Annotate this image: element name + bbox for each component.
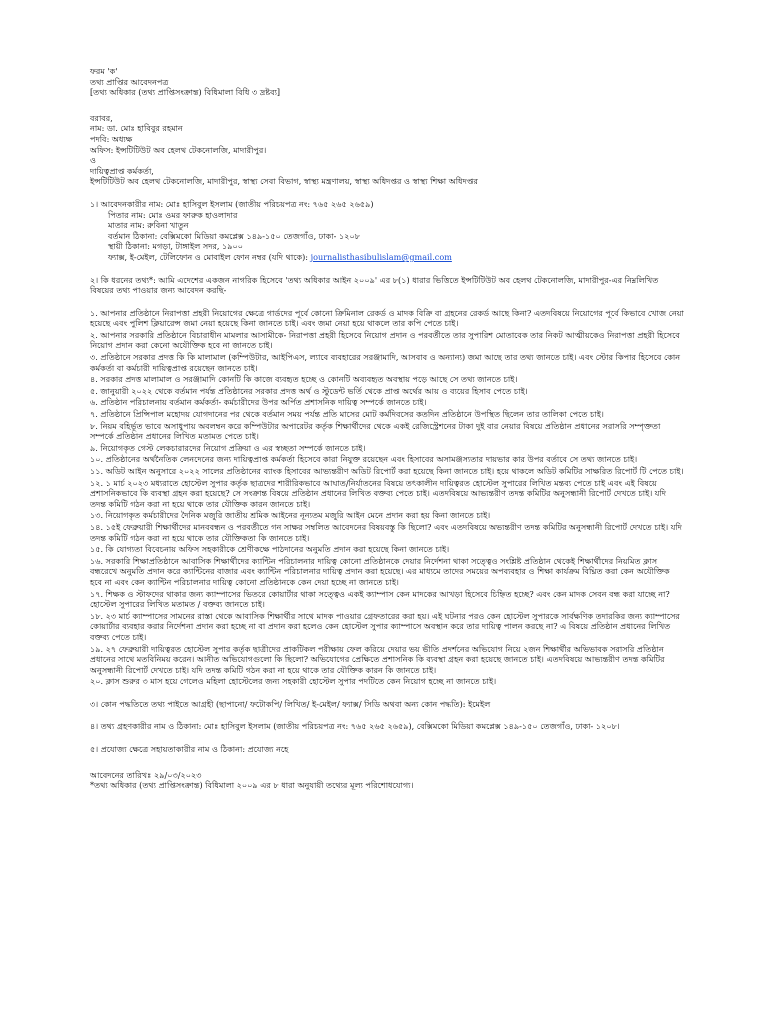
question-item: ২০. ক্লাস শুরুর ৩ মাস হয়ে গেলেও মহিলা হোস্টেলের জন্য সহকারী হোস্টেল সুপার পদটিতে কেন নিয়োগ হচ্ছে না জানতে চাই। xyxy=(90,676,497,687)
applicant-block xyxy=(90,199,684,263)
form-title: তথ্য প্রাপ্তির আবেদনপত্র xyxy=(90,76,169,87)
question-item: ৪. সরকার প্রদত্ত মালামাল ও সরঞ্জামাদি কোনটি কি কাজে ব্যবহৃত হচ্ছে ও কোনটি অব্যবহৃত অবস্থায় পড়ে আছে সে তথ্য জানতে চাই। xyxy=(90,374,518,385)
recipient-officer-office: ইন্সটিটিউট অব হেলথ টেকনোলজি, মাদারীপুর, স্বাস্থ্য সেবা বিভাগ, স্বাস্থ্য মন্ত্রণালয়, স্বাস্থ্য অধিদপ্তর ও স্বাস্থ্য শিক্ষা অধিদপ্তর xyxy=(90,176,478,187)
question-item: ১৫. কি যোগ্যতা বিবেচনায় অফিস সহকারীকে শ্রেণীকক্ষে পাঠদানের অনুমতি প্রদান করা হয়েছে কিনা জানতে চাই। xyxy=(90,544,450,555)
question-list xyxy=(90,308,684,687)
form-subtitle: [তথ্য অধিকার (তথ্য প্রাপ্তিসংক্রান্ত) বিধিমালা বিধি ৩ দ্রষ্টব্য] xyxy=(90,87,281,98)
info-request-intro: ২। কি ধরনের তথ্য*: আমি এদেশের একজন নাগরিক হিসেবে 'তথ্য অধিকার আইন ২০০৯' এর ৮(১) ধারার ভিত্তিতে ইন্সটিটিউট অব হেলথ টেকনোলজি, মাদারীপুর-এর নিম্নলিখিত বিষয়ের তথ্য পাওয়ার জন্য আবেদন করছি- xyxy=(90,274,659,296)
recipient-block xyxy=(90,113,684,187)
helper-details: ৫। প্রযোজ্য ক্ষেত্রে সহায়তাকারীর নাম ও ঠিকানা: প্রযোজ্য নহে xyxy=(90,744,289,755)
question-item: ৬. প্রতিষ্ঠান পরিচালনায় বর্তমান কর্মকর্তা- কর্মচারীদের উপর অর্পিত প্রশাসনিক দায়িত্ব সম্পর্কে জানতে চাই। xyxy=(90,397,427,408)
question-item: ১৬. সরকারি শিক্ষাপ্রতিষ্ঠানে আবাসিক শিক্ষার্থীদের ক্যান্টিন পরিচালনার দায়িত্ব কোনো প্রতিষ্ঠানকে দেয়ার নির্দেশনা থাকা সত্ত্বেও সংশ্লিষ্ট প্রতিষ্ঠান থেকেই শিক্ষার্থীদের নিয়মিত ক্লাস বন্ধরেখে অনুমতি প্রদান করে ক্যান্টিনের বাজার এবং ক্যান্টিন পরিচালনার দায়িত্ব প্রদান করা হয়েছে। এর মাধ্যমে তাদের সময়ের অপব্যবহার ও শিক্ষা কার্যক্রম বিঘ্নিত করা কেন অযৌক্তিক হবে না এবং কেন ক্যান্টিন পরিচালনার দায়িত্ব কোনো প্রতিষ্ঠানকে কেন দেয়া হচ্ছে না জানতে চাই। xyxy=(90,555,670,587)
question-item: ৮. নিয়ম বহির্ভূত ভাবে অসাধুপায় অবলম্বন করে কম্পিউটার অপারেটর কর্তৃক শিক্ষার্থীদের থেকে একই রেজিস্ট্রেশনের টাকা দুই বার নেয়ার বিষয়ে প্রতিষ্ঠান প্রধানের সরাসরি সম্পৃক্ততা সম্পর্কে প্রতিষ্ঠান প্রধানের লিখিত মতামত পেতে চাই। xyxy=(90,420,661,442)
question-item: ১৮. ২৩ মার্চ ক্যাম্পাসের সামনের রাস্তা থেকে আবাসিক শিক্ষার্থীর সাথে মাদক পাওয়ার গ্রেফতারের করা হয়। এই ঘটনার পরও কেন হোস্টেল সুপারকে সার্বক্ষণিক তদারকির জন্য ক্যাম্পাসের কোয়ার্টার ব্যবহার করার নির্দেশনা প্রদান করা হচ্ছে না বা প্রদান করা হলেও কেন হোস্টেল সুপার ক্যাম্পাসে অবস্থান করে তার দায়িত্ব পালন করছে না? এ বিষয়ে প্রতিষ্ঠান প্রধানের লিখিত বক্তব্য পেতে চাই। xyxy=(90,610,680,642)
question-item: ৫. জানুয়ারী ২০২২ থেকে বর্তমান পর্যন্ত প্রতিষ্ঠানের সরকার প্রদত্ত অর্থ ও স্টুডেন্ট ভর্তি থেকে প্রাপ্ত অর্থের আয় ও ব্যয়ের হিসাব পেতে চাই। xyxy=(90,385,528,396)
applicant-permanent-address: স্থায়ী ঠিকানা: মগড়া, টাঙ্গাইল সদর, ১৯০০ xyxy=(108,241,244,252)
form-label: ফরম 'ক' xyxy=(90,66,118,76)
question-item: ৩. প্রতিষ্ঠানে সরকার প্রদত্ত কি কি মালামাল (কম্পিউটার, আইপিএস, ল্যাবে ব্যবহারের সরঞ্জামাদি, আসবাব ও অন্যান্য) জমা আছে তার তথ্য জানতে চাই। এবং স্টোর কিপার হিসেবে কোন কর্মকর্তা বা কর্মচারী দায়িত্বপ্রাপ্ত রয়েছেন জানতে চাই। xyxy=(90,352,681,373)
application-date: আবেদনের তারিখঃ ২৯/০৩/২০২৩ xyxy=(90,769,202,780)
question-item: ৯. নিয়োগকৃত গেস্ট লেকচারারদের নিয়োগ প্রক্রিয়া ও এর স্বচ্ছতা সম্পর্কে জানতে চাই। xyxy=(90,442,366,453)
recipient-designation: পদবি: অধ্যক্ষ xyxy=(90,133,133,144)
form-footer xyxy=(90,770,684,791)
recipient-and: ও xyxy=(90,155,96,166)
email-link[interactable]: journalisthasibulislam@gmail.com xyxy=(310,251,452,262)
question-item: ১. আপনার প্রতিষ্ঠানে নিরাপত্তা প্রহরী নিয়োগের ক্ষেত্রে গার্ডদের পূর্বে কোনো ক্রিমিনাল রেকর্ড ও মাদক বিক্রি বা গ্রহনের রেকর্ড আছে কিনা? এতদবিষয়ে নিয়োগের পূর্বে কিভাবে খোজ নেয়া হয়েছে এবং পুলিশ ক্লিয়ারেন্স জমা নেয়া হয়েছে কিনা জানতে চাই। এবং জমা নেয়া হয়ে থাকলে তার কপি পেতে চাই। xyxy=(90,307,684,329)
applicant-present-address: বর্তমান ঠিকানা: বেক্সিমকো মিডিয়া কমপ্লেক্স ১৪৯-১৫০ তেজগাঁও, ঢাকা- ১২০৮ xyxy=(108,230,361,241)
applicant-father: পিতার নাম: মোঃ ওমর ফারুক হাওলাদার xyxy=(108,209,238,220)
question-item: ১৭. শিক্ষক ও স্টাফদের থাকার জন্য ক্যাম্পাসের ভিতরে কোয়ার্টার থাকা সত্ত্বেও একই ক্যাম্পাস কেন মাদকের আখড়া হিসেবে চিহ্নিত হচ্ছে? এবং কেন মাদক সেবন বন্ধ করা যাচ্ছে না? হোস্টেল সুপারের লিখিত মতামত / বক্তব্য জানতে চাই। xyxy=(90,588,670,610)
question-item: ১৯. ২৭ ফেব্রুয়ারী দায়িত্বরত হোস্টেল সুপার কর্তৃক ছাত্রীদের প্রাকটিকল পরীক্ষায় ফেল করিয়ে দেয়ার ভয় ভীতি প্রদর্শনের অভিযোগ নিয়ে ২জন শিক্ষার্থীর অভিভাবক সরাসরি প্রতিষ্ঠান প্রধানের সাথে মতবিনিময় করেন। আনীত অভিযোগগুলো কি ছিলো? অভিযোগের প্রেক্ষিতে প্রশাসনিক কি ব্যবস্থা গ্রহন করা হয়েছে জানতে চাই। এতদবিষয়ে আভ্যন্তরীণ তদন্ত কমিটির অনুসন্ধানী রিপোর্ট দেখতে চাই। যদি তদন্ত কমিটি গঠন করা না হয়ে থাকে তার যৌক্তিক কারন কি জানতে চাই। xyxy=(90,643,665,675)
recipient-officer: দায়িত্বপ্রাপ্ত কর্মকর্তা, xyxy=(90,165,154,176)
question-item: ৭. প্রতিষ্ঠানে প্রিন্সিপাল মহোদয় যোগদানের পর থেকে বর্তমান সময় পর্যন্ত প্রতি মাসের মোট কর্মদিবসের কতদিন প্রতিষ্ঠানে উপস্থিত ছিলেন তার তালিকা পেতে চাই। xyxy=(90,409,604,420)
recipient-name: নাম: ডা. মোঃ হাবিবুর রহমান xyxy=(90,123,183,134)
recipient-to: বরাবর, xyxy=(90,112,113,123)
form-header xyxy=(90,66,684,98)
contact-label: ফ্যাক্স, ই-মেইল, টেলিফোন ও মোবাইল ফোন নম্বর (যদি থাকে): xyxy=(108,251,309,262)
question-item: ১০. প্রতিষ্ঠানের অর্থনৈতিক লেনদেনের জন্য দায়িত্বপ্রাপ্ত কর্মকর্তা হিসেবে কারা নিযুক্ত রয়েছেন এবং হিসাবের অসামঞ্জস্যতার দায়ভার কার উপর বর্তাবে সে তথ্য জানতে চাই। xyxy=(90,454,638,465)
question-item: ১৩. নিয়োগকৃত কর্মচারীদের দৈনিক মজুরি জাতীয় শ্রমিক আইনের নূন্যতম মজুরি আইন মেনে প্রদান করা হয় কিনা জানতে চাই। xyxy=(90,510,491,521)
question-item: ১৪. ১৫ই ফেব্রুয়ারী শিক্ষার্থীদের মানববন্ধন ও পরবর্তীতে গন সাক্ষর সম্বলিত আবেদনের বিষয়বস্তু কি ছিলো? এবং এতদবিষয়ে অভ্যন্তরীণ তদন্ত কমিটির অনুসন্ধানী রিপোর্ট দেখতে চাই। যদি তদন্ত কমিটি গঠন করা না হয়ে থাকে তার যৌক্তিকতা কি জানতে চাই। xyxy=(90,521,682,543)
applicant-contact xyxy=(90,252,684,263)
delivery-method: ৩। কোন পদ্ধতিতে তথ্য পাইতে আগ্রহী (ছাপানো/ ফটোকপি/ লিখিত/ ই-মেইল/ ফ্যাক্স/ সিডি অথবা অন্য কোন পদ্ধতি): ইমেইল xyxy=(90,698,491,709)
recipient-office: অফিস: ইন্সটিটিউট অব হেলথ টেকনোলজি, মাদারীপুর। xyxy=(90,144,267,155)
applicant-name: ১। আবেদনকারীর নাম: মোঃ হাসিবুল ইসলাম (জাতীয় পরিচয়পত্র নং: ৭৬৫ ২৬৫ ২৬৫৯) xyxy=(90,198,374,209)
question-item: ১২. ১ মার্চ ২০২৩ মধ্যরাতে হোস্টেল সুপার কর্তৃক ছাত্রদের শারীরিকভাবে আঘাত/নির্যাতনের বিষয়ে তৎকালীন দায়িত্বরত হোস্টেল সুপারের লিখিত মন্তব্য পেতে চাই এবং এই বিষয়ে প্রশাসনিকভাবে কি ব্যবস্থা গ্রহন করা হয়েছে? সে সংক্রান্ত বিষয়ে প্রতিষ্ঠান প্রধানের লিখিত বক্তব্য পেতে চাই। এতদবিষয়ে আভ্যন্তরীণ তদন্ত কমিটির অনুসন্ধানী রিপোর্ট দেখতে চাই। যদি তদন্ত কমিটি গঠন করা না হয়ে থাকে তার যৌক্তিক কারন জানতে চাই। xyxy=(90,477,667,509)
footnote: *তথ্য অধিকার (তথ্য প্রাপ্তিসংক্রান্ত) বিধিমালা ২০০৯ এর ৮ ধারা অনুযায়ী তথ্যের মূল্য পরিশোধযোগ্য। xyxy=(90,780,414,791)
question-item: ২. আপনার সরকারি প্রতিষ্ঠানে বিচারাধীন মামলার আসামীকে- নিরাপত্তা প্রহরী হিসেবে নিয়োগ প্রদান ও পরবর্তীতে তার সুপারিশ মোতাবেক তার নিকট আত্মীয়কেও নিরাপত্তা প্রহরী হিসেবে নিয়োগ প্রদান করা কেনো অযৌক্তিক হবে না জানতে চাই। xyxy=(90,329,680,351)
question-item: ১১. অডিট আইন অনুসারে ২০২২ সালের প্রতিষ্ঠানের ব্যাংক হিসাবের আভ্যন্তরীণ অডিট রিপোর্ট করা হয়েছে কিনা জানতে চাই। হয়ে থাকলে অডিট কমিটির সাক্ষরিত রিপোর্ট টি পেতে চাই। xyxy=(90,466,684,476)
receiver-details: ৪। তথ্য গ্রহণকারীর নাম ও ঠিকানা: মোঃ হাসিবুল ইসলাম (জাতীয় পরিচয়পত্র নং: ৭৬৫ ২৬৫ ২৬৫৯), বেক্সিমকো মিডিয়া কমপ্লেক্স ১৪৯-১৫০ তেজগাঁও, ঢাকা- ১২০৮। xyxy=(90,721,620,732)
applicant-mother: মাতার নাম: রুবিনা খাতুন xyxy=(108,220,189,231)
